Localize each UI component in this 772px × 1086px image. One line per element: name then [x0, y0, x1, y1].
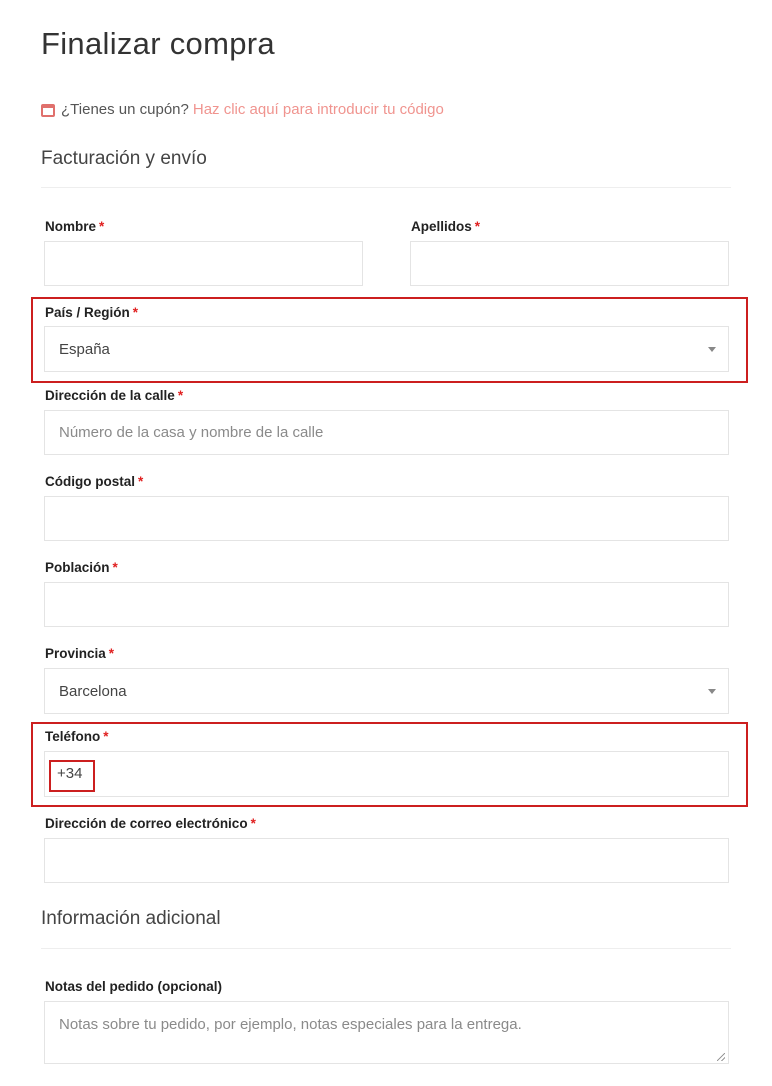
- order-notes-textarea[interactable]: [44, 1001, 729, 1064]
- chevron-down-icon: [708, 347, 716, 352]
- state-label-text: Provincia: [45, 646, 106, 661]
- last-name-label: [411, 219, 480, 234]
- additional-divider: [41, 948, 731, 949]
- required-mark: *: [250, 816, 256, 831]
- resize-handle-icon[interactable]: [717, 1053, 725, 1061]
- state-select[interactable]: [44, 668, 729, 714]
- required-mark: *: [132, 305, 139, 320]
- street-label: [45, 388, 183, 403]
- last-name-label-text: Apellidos: [411, 219, 472, 234]
- country-select[interactable]: [44, 326, 729, 372]
- coupon-notice: [41, 101, 444, 118]
- phone-label: [45, 729, 109, 744]
- first-name-label: [45, 219, 104, 234]
- country-label: [45, 305, 138, 320]
- required-mark: *: [177, 388, 184, 403]
- state-selected-value: Barcelona: [59, 682, 127, 700]
- required-mark: *: [474, 219, 481, 234]
- calendar-icon: [41, 104, 55, 117]
- postcode-label-text: Código postal: [45, 474, 135, 489]
- billing-heading: Facturación y envío: [41, 148, 207, 169]
- phone-prefix: +34: [57, 765, 83, 782]
- state-label: [45, 646, 114, 661]
- page-title: Finalizar compra: [41, 26, 275, 61]
- phone-input[interactable]: [44, 751, 729, 797]
- first-name-input[interactable]: [44, 241, 363, 286]
- required-mark: *: [103, 729, 109, 744]
- order-notes-label: Notas del pedido (opcional): [45, 979, 223, 994]
- coupon-question: ¿Tienes un cupón?: [61, 101, 189, 118]
- email-label: [45, 816, 256, 831]
- last-name-input[interactable]: [410, 241, 729, 286]
- email-label-text: Dirección de correo electrónico: [45, 816, 248, 831]
- chevron-down-icon: [708, 689, 716, 694]
- country-label-text: País / Región: [45, 305, 130, 320]
- city-input[interactable]: [44, 582, 729, 627]
- phone-label-text: Teléfono: [45, 729, 101, 744]
- city-label: [45, 560, 118, 575]
- city-label-text: Población: [45, 560, 110, 575]
- required-mark: *: [108, 646, 115, 661]
- country-selected-value: España: [59, 340, 110, 358]
- billing-divider: [41, 187, 731, 188]
- required-mark: *: [112, 560, 118, 575]
- first-name-label-text: Nombre: [45, 219, 97, 234]
- coupon-link[interactable]: Haz clic aquí para introducir tu código: [192, 101, 444, 118]
- street-input[interactable]: [44, 410, 729, 455]
- street-label-text: Dirección de la calle: [45, 388, 175, 403]
- postcode-input[interactable]: [44, 496, 729, 541]
- required-mark: *: [138, 474, 144, 489]
- required-mark: *: [99, 219, 105, 234]
- email-input[interactable]: [44, 838, 729, 883]
- postcode-label: [45, 474, 143, 489]
- additional-heading: Información adicional: [41, 908, 221, 929]
